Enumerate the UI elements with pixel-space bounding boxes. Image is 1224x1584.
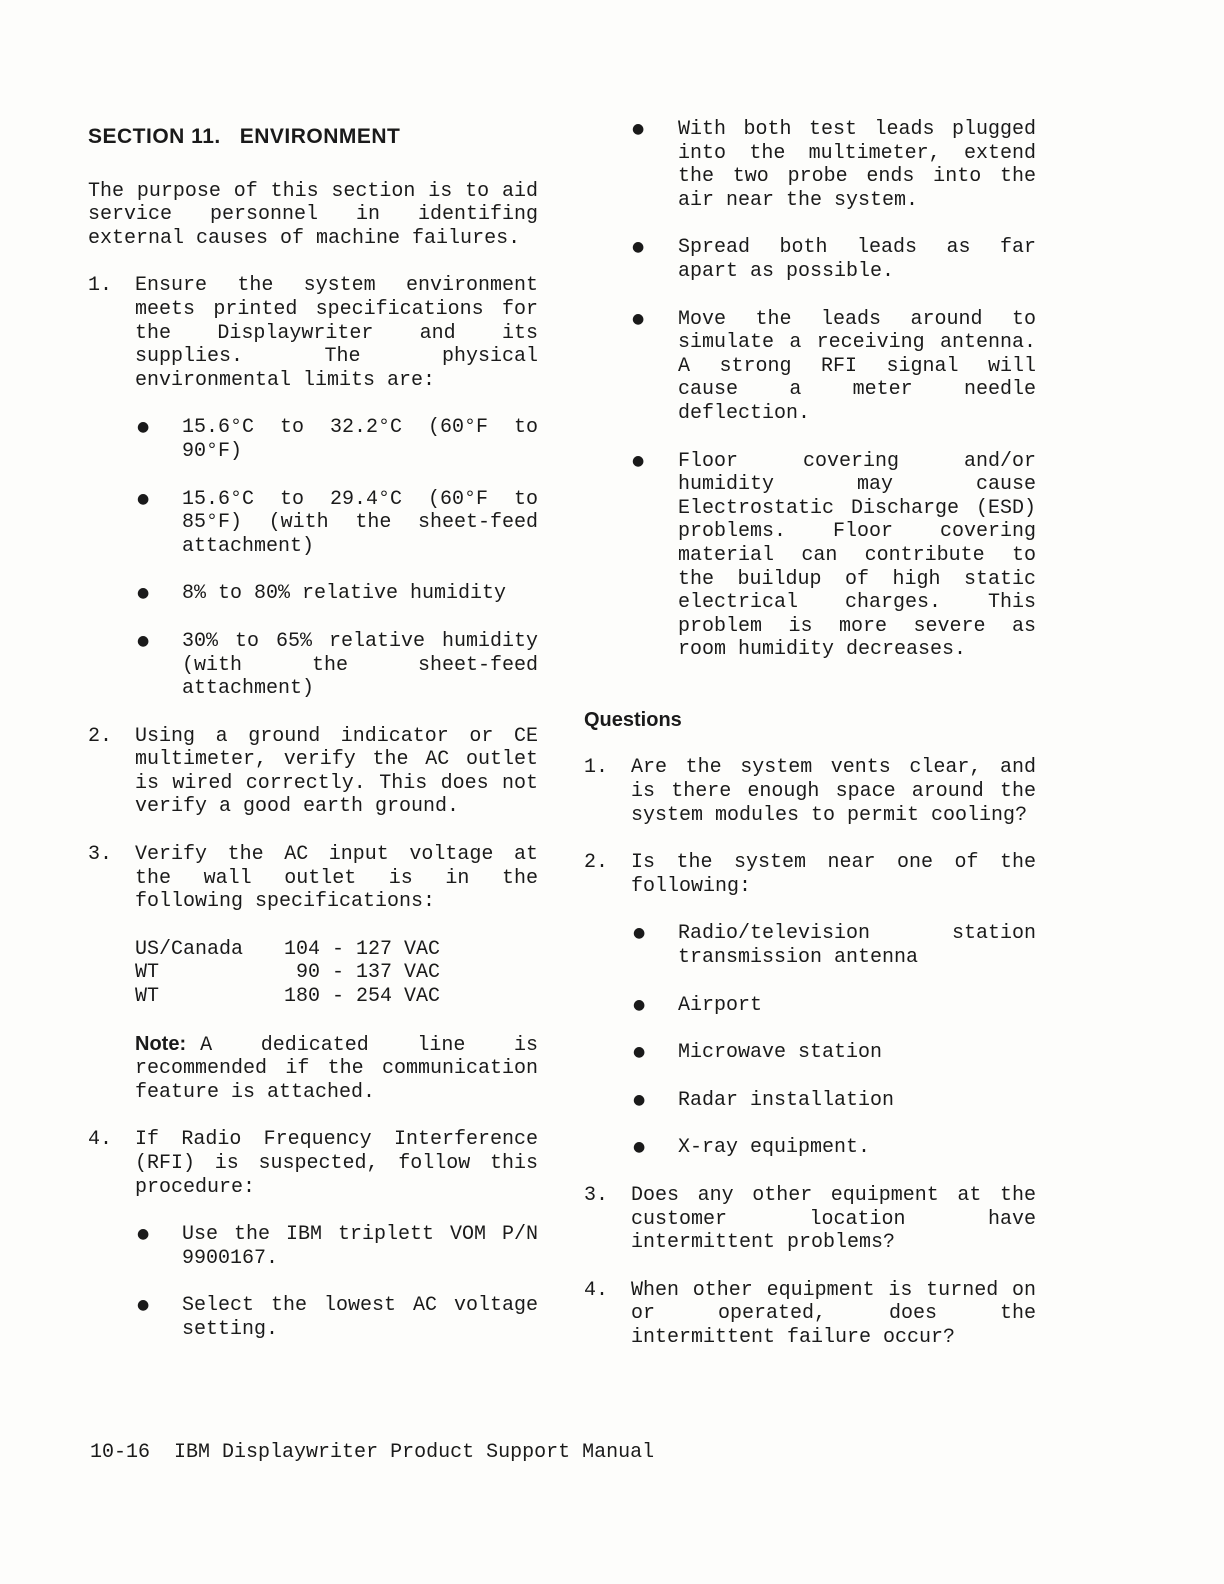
bullet-icon: ● — [137, 632, 150, 649]
step-number: 2. — [88, 724, 113, 748]
bullet-icon: ● — [633, 996, 646, 1013]
step-number: 4. — [88, 1128, 113, 1152]
questions-heading: Questions — [584, 708, 682, 731]
bullet-text: With both test leads plugged into the multimeter, extend the two probe ends into the air near the system. — [678, 118, 1036, 212]
bullet-text: X-ray equipment. — [678, 1136, 871, 1160]
bullet-text: Floor covering and/or humidity may cause Electrostatic Discharge (ESD) problems. Floor covering material can contribute to the buildup of high static electrical charges. This problem is more severe as room humidity decreases. — [678, 449, 1036, 662]
voltage-country: US/Canada — [135, 937, 244, 961]
list-item — [135, 1223, 538, 1270]
section-intro: The purpose of this section is to aid service personnel in identifing external causes of machine failures. — [88, 179, 538, 250]
step-4 — [88, 1128, 538, 1341]
bullet-icon: ● — [137, 1226, 150, 1243]
note — [135, 1033, 538, 1105]
question-number: 4. — [584, 1278, 609, 1302]
step-text: Verify the AC input voltage at the wall outlet is in the following specifications: — [135, 843, 538, 914]
bullet-icon: ● — [633, 925, 646, 942]
page-number: 10-16 — [90, 1441, 151, 1464]
voltage-country: WT — [135, 961, 160, 985]
list-item — [631, 1041, 1036, 1065]
dash-separator: - — [331, 985, 344, 1009]
bullet-icon: ● — [632, 310, 645, 327]
step-text: Using a ground indicator or CE multimeter, verify the AC outlet is wired correctly. This does not verify a good earth ground. — [135, 724, 538, 819]
voltage-table — [135, 938, 538, 1009]
list-item — [584, 450, 1036, 662]
right-column — [584, 118, 1036, 1374]
table-row — [135, 938, 538, 962]
bullet-text: Use the IBM triplett VOM P/N 9900167. — [182, 1223, 538, 1270]
question-2 — [584, 851, 1036, 1160]
question-text: Are the system vents clear, and is there enough space around the system modules to permit cooling? — [631, 756, 1036, 827]
bullet-icon: ● — [633, 1091, 646, 1108]
bullet-icon: ● — [633, 1139, 646, 1156]
list-item — [135, 582, 538, 606]
bullet-icon: ● — [137, 490, 150, 507]
bullet-icon: ● — [137, 585, 150, 602]
bullet-icon: ● — [632, 452, 645, 469]
bullet-text: 30% to 65% relative humidity (with the sheet-feed attachment) — [182, 629, 538, 701]
question-1 — [584, 756, 1036, 827]
question-text: Does any other equipment at the customer location have intermittent problems? — [631, 1184, 1036, 1255]
list-item — [631, 1136, 1036, 1160]
question-text: Is the system near one of the following: — [631, 851, 1036, 898]
section-heading: SECTION 11. ENVIRONMENT — [88, 125, 401, 148]
dash-separator: - — [331, 961, 344, 985]
bullet-icon: ● — [633, 1044, 646, 1061]
voltage-low: 90 — [295, 961, 320, 985]
question-number: 2. — [584, 851, 609, 875]
question-3 — [584, 1184, 1036, 1255]
question-number: 1. — [584, 756, 609, 780]
list-item — [135, 416, 538, 463]
page-footer — [90, 1441, 654, 1465]
voltage-high: 137 VAC — [356, 961, 441, 985]
step-3 — [88, 843, 538, 1104]
voltage-high: 127 VAC — [356, 937, 441, 961]
list-item — [135, 1294, 538, 1341]
question-text: When other equipment is turned on or operated, does the intermittent failure occur? — [631, 1278, 1036, 1349]
manual-title: IBM Displaywriter Product Support Manual — [174, 1441, 655, 1464]
list-item — [584, 236, 1036, 283]
bullet-text: Move the leads around to simulate a receiving antenna. A strong RFI signal will cause a meter needle deflection. — [678, 307, 1036, 425]
bullet-text: Microwave station — [678, 1041, 883, 1065]
list-item — [135, 488, 538, 559]
voltage-low: 104 — [283, 937, 320, 961]
voltage-low: 180 — [283, 985, 320, 1009]
list-item — [631, 922, 1036, 969]
bullet-text: Radio/television station transmission antenna — [678, 922, 1036, 970]
table-row — [135, 985, 538, 1009]
voltage-country: WT — [135, 985, 160, 1009]
bullet-text: Select the lowest AC voltage setting. — [182, 1294, 538, 1341]
step-number: 1. — [88, 274, 113, 298]
bullet-text: 15.6°C to 29.4°C (60°F to 85°F) (with the sheet-feed attachment) — [182, 487, 538, 558]
bullet-text: Airport — [678, 993, 763, 1017]
question-4 — [584, 1279, 1036, 1350]
list-item — [631, 994, 1036, 1018]
step-1 — [88, 274, 538, 700]
step-2 — [88, 725, 538, 819]
bullet-icon: ● — [632, 239, 645, 256]
voltage-high: 254 VAC — [356, 985, 441, 1009]
question-number: 3. — [584, 1184, 609, 1207]
left-column — [88, 118, 538, 1366]
list-item — [584, 308, 1036, 426]
note-text: A dedicated line is recommended if the communication feature is attached. — [135, 1033, 538, 1104]
list-item — [631, 1089, 1036, 1113]
bullet-text: 15.6°C to 32.2°C (60°F to 90°F) — [182, 416, 538, 463]
bullet-icon: ● — [137, 419, 150, 436]
bullet-text: 8% to 80% relative humidity — [182, 582, 507, 606]
list-item — [135, 630, 538, 701]
bullet-icon: ● — [137, 1297, 150, 1314]
dash-separator: - — [331, 937, 344, 961]
step-number: 3. — [88, 843, 113, 867]
list-item — [584, 118, 1036, 212]
bullet-icon: ● — [632, 121, 645, 137]
note-label: Note: — [135, 1032, 187, 1055]
bullet-text: Radar installation — [678, 1088, 895, 1112]
step-text: If Radio Frequency Interference (RFI) is suspected, follow this procedure: — [135, 1128, 538, 1199]
step-text: Ensure the system environment meets printed specifications for the Displaywriter and its supplies. The physical environmental limits are: — [135, 274, 538, 392]
bullet-text: Spread both leads as far apart as possible. — [678, 236, 1036, 283]
table-row — [135, 961, 538, 985]
